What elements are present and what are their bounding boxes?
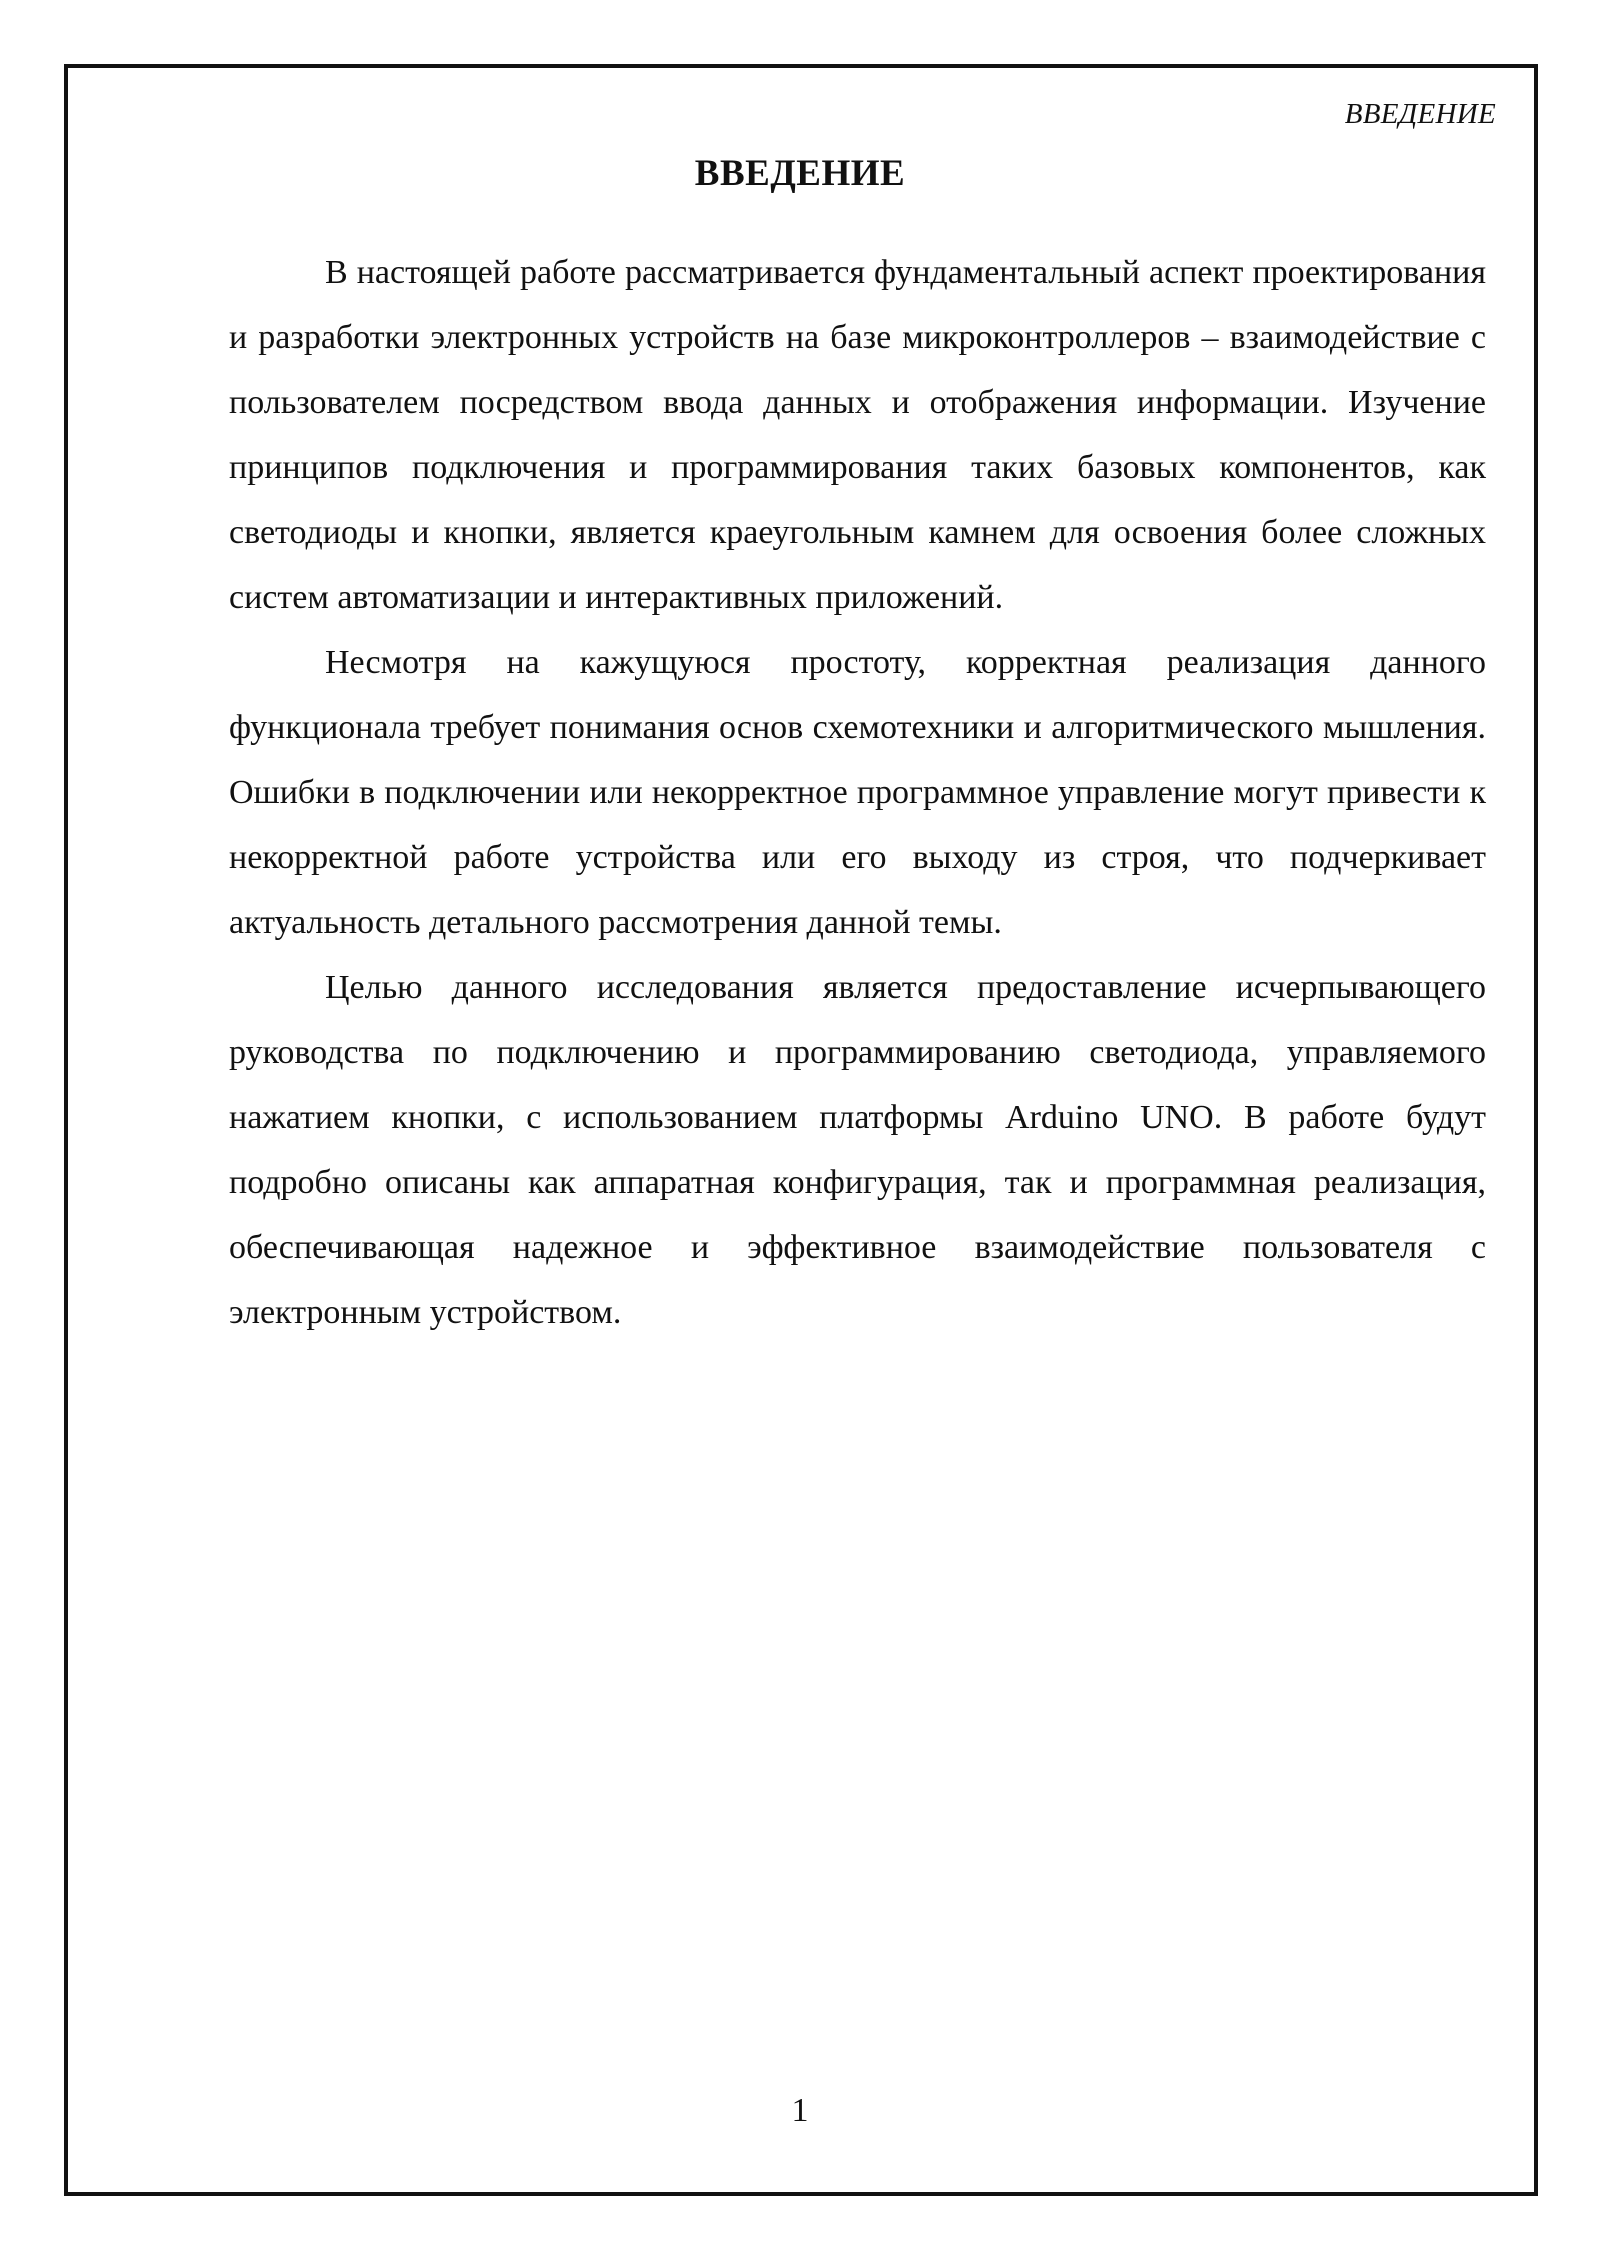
paragraph-3: Целью данного исследования является предоставление исчерпывающего руководства по подключению и программированию светодиода, управляемого нажатием кнопки, с использованием платформы Arduino UNO. В работе будут подробно описаны как аппаратная конфигурация, так и программная реализация, обеспечивающая надежное и эффективное взаимодействие пользователя с электронным устройством. — [229, 969, 1486, 1331]
running-header: ВВЕДЕНИЕ — [1344, 98, 1496, 130]
paragraph-1: В настоящей работе рассматривается фундаментальный аспект проектирования и разработки электронных устройств на базе микроконтроллеров – взаимодействие с пользователем посредством ввода данных и отображения информации. Изучение принципов подключения и программирования таких базовых компонентов, как светодиоды и кнопки, является краеугольным камнем для освоения более сложных систем автоматизации и интерактивных приложений. — [229, 254, 1486, 616]
paragraph-2: Несмотря на кажущуюся простоту, корректная реализация данного функционала требует понимания основ схемотехники и алгоритмического мышления. Ошибки в подключении или некорректное программное управление могут привести к некорректной работе устройства или его выходу из строя, что подчеркивает актуальность детального рассмотрения данной темы. — [229, 644, 1486, 941]
page-title: ВВЕДЕНИЕ — [694, 153, 906, 194]
body-text — [229, 240, 1486, 1345]
page-number: 1 — [791, 2092, 809, 2129]
